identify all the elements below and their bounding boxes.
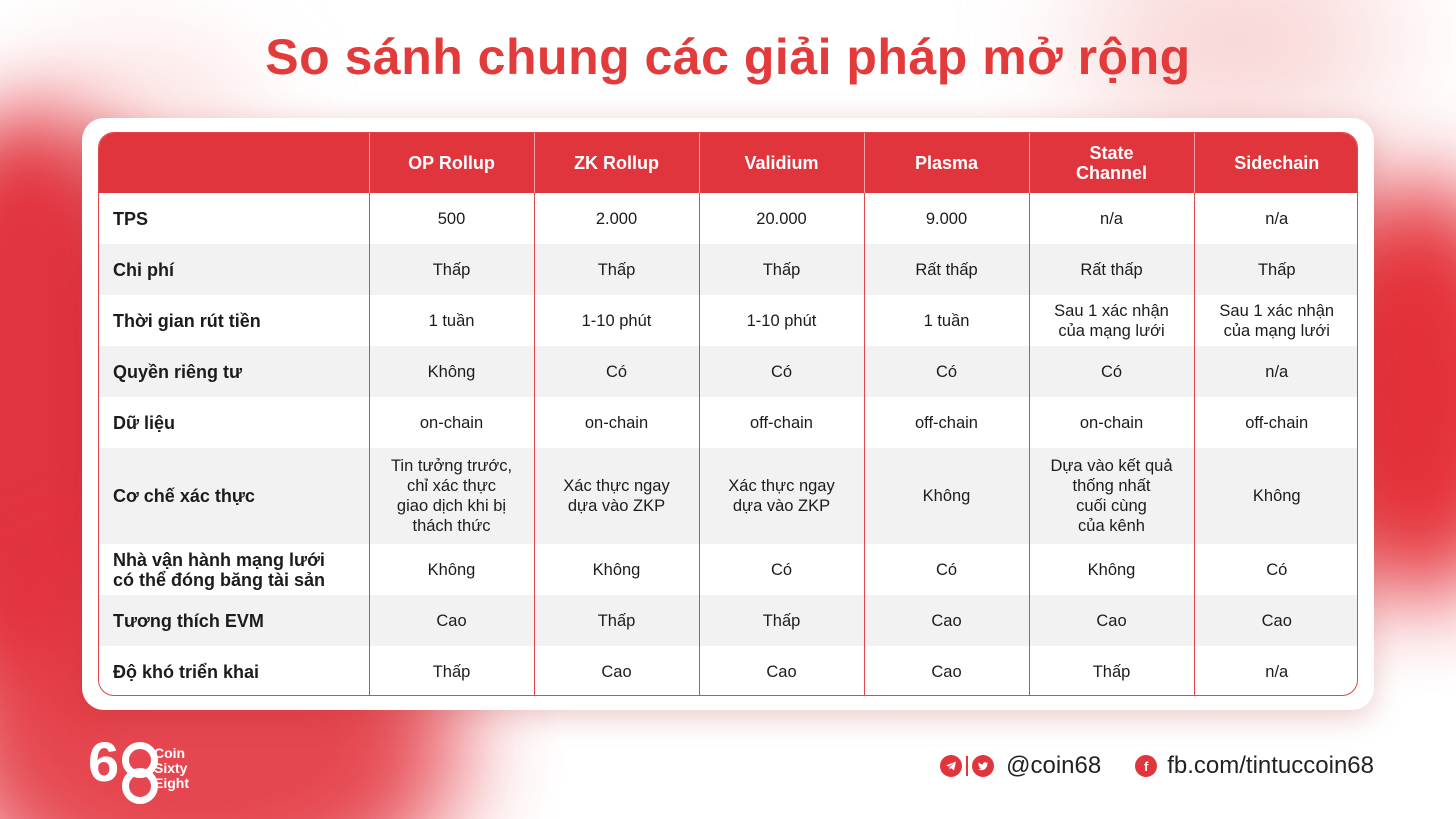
table-row xyxy=(99,193,1358,244)
table-cell: Thấp xyxy=(369,244,534,295)
table-row xyxy=(99,646,1358,696)
table-cell: Không xyxy=(369,544,534,595)
table-cell: n/a xyxy=(1029,193,1194,244)
table-row xyxy=(99,448,1358,544)
table-cell: off-chain xyxy=(1194,397,1358,448)
table-cell: Rất thấp xyxy=(1029,244,1194,295)
table-cell: Sau 1 xác nhận của mạng lưới xyxy=(1194,295,1358,346)
facebook-url[interactable]: fb.com/tintuccoin68 xyxy=(1167,752,1374,779)
table-cell: off-chain xyxy=(864,397,1029,448)
table-cell: Sau 1 xác nhận của mạng lưới xyxy=(1029,295,1194,346)
table-cell: Có xyxy=(864,544,1029,595)
page-title: So sánh chung các giải pháp mở rộng xyxy=(265,29,1191,85)
table-cell: Cao xyxy=(864,646,1029,696)
table-cell: Thấp xyxy=(1029,646,1194,696)
table-cell: Cao xyxy=(1029,595,1194,646)
table-cell: Cao xyxy=(864,595,1029,646)
table-cell: Không xyxy=(369,346,534,397)
social-links xyxy=(940,752,1374,780)
table-cell: n/a xyxy=(1194,646,1358,696)
table-row xyxy=(99,346,1358,397)
table-cell: 1 tuần xyxy=(864,295,1029,346)
column-header: Sidechain xyxy=(1194,133,1358,193)
header-corner xyxy=(99,133,369,193)
divider xyxy=(966,756,968,776)
table-row xyxy=(99,244,1358,295)
table-cell: Có xyxy=(534,346,699,397)
table-cell: Thấp xyxy=(1194,244,1358,295)
table-cell: 1-10 phút xyxy=(699,295,864,346)
coin68-logo xyxy=(88,730,189,798)
table-cell: Xác thực ngay dựa vào ZKP xyxy=(699,448,864,544)
logo-ring xyxy=(122,768,158,804)
column-header: Plasma xyxy=(864,133,1029,193)
row-label: Tương thích EVM xyxy=(99,595,369,646)
table-row xyxy=(99,295,1358,346)
twitter-icon[interactable] xyxy=(972,755,994,777)
table-cell: 500 xyxy=(369,193,534,244)
logo-glyph: 6 xyxy=(88,730,120,793)
table-cell: Không xyxy=(534,544,699,595)
table-cell: Tin tưởng trước, chỉ xác thực giao dịch khi bị thách thức xyxy=(369,448,534,544)
table-cell: Dựa vào kết quả thống nhất cuối cùng của kênh xyxy=(1029,448,1194,544)
table-cell: off-chain xyxy=(699,397,864,448)
row-label: Nhà vận hành mạng lưới có thể đóng băng tài sản xyxy=(113,549,326,590)
row-label: Thời gian rút tiền xyxy=(113,310,261,331)
table-cell: Thấp xyxy=(699,595,864,646)
table-cell: Thấp xyxy=(534,595,699,646)
table-cell: Cao xyxy=(1194,595,1358,646)
table-cell: Không xyxy=(864,448,1029,544)
table-cell: Cao xyxy=(369,595,534,646)
comparison-table xyxy=(99,133,1358,696)
table-cell: 20.000 xyxy=(699,193,864,244)
table-header-row xyxy=(99,133,1358,193)
table-cell: Có xyxy=(864,346,1029,397)
row-label: Dữ liệu xyxy=(113,412,176,433)
column-header: Validium xyxy=(699,133,864,193)
table-cell: 1-10 phút xyxy=(534,295,699,346)
table-cell: Cao xyxy=(534,646,699,696)
comparison-table-frame xyxy=(98,132,1358,696)
row-label: TPS xyxy=(113,208,149,229)
table-row xyxy=(99,544,1358,595)
table-cell: Có xyxy=(1029,346,1194,397)
table-cell: Rất thấp xyxy=(864,244,1029,295)
table-cell: n/a xyxy=(1194,193,1358,244)
column-header: State Channel xyxy=(1029,133,1194,193)
telegram-icon[interactable] xyxy=(940,755,962,777)
handle-link[interactable]: @coin68 xyxy=(1006,752,1102,779)
table-cell: 9.000 xyxy=(864,193,1029,244)
logo-text: Coin Sixty Eight xyxy=(154,744,189,791)
table-cell: Thấp xyxy=(369,646,534,696)
row-label: Chi phí xyxy=(99,244,369,295)
row-label: Cơ chế xác thực xyxy=(99,448,369,544)
table-cell: Cao xyxy=(699,646,864,696)
table-cell: 2.000 xyxy=(534,193,699,244)
column-header: OP Rollup xyxy=(369,133,534,193)
comparison-card xyxy=(82,118,1374,710)
table-cell: Có xyxy=(1194,544,1358,595)
table-cell: on-chain xyxy=(369,397,534,448)
logo-mark xyxy=(88,730,158,798)
table-cell: Xác thực ngay dựa vào ZKP xyxy=(534,448,699,544)
table-cell: Có xyxy=(699,544,864,595)
table-row xyxy=(99,595,1358,646)
column-header: ZK Rollup xyxy=(534,133,699,193)
table-cell: Không xyxy=(1029,544,1194,595)
table-cell: on-chain xyxy=(1029,397,1194,448)
table-cell: 1 tuần xyxy=(369,295,534,346)
table-cell: on-chain xyxy=(534,397,699,448)
row-label: Quyền riêng tư xyxy=(99,346,369,397)
table-cell: Không xyxy=(1194,448,1358,544)
row-label: Độ khó triển khai xyxy=(113,661,260,682)
table-cell: Thấp xyxy=(699,244,864,295)
table-row xyxy=(99,397,1358,448)
table-cell: Thấp xyxy=(534,244,699,295)
facebook-link[interactable] xyxy=(1135,752,1374,780)
facebook-icon: f xyxy=(1135,755,1157,777)
table-cell: Có xyxy=(699,346,864,397)
table-cell: n/a xyxy=(1194,346,1358,397)
